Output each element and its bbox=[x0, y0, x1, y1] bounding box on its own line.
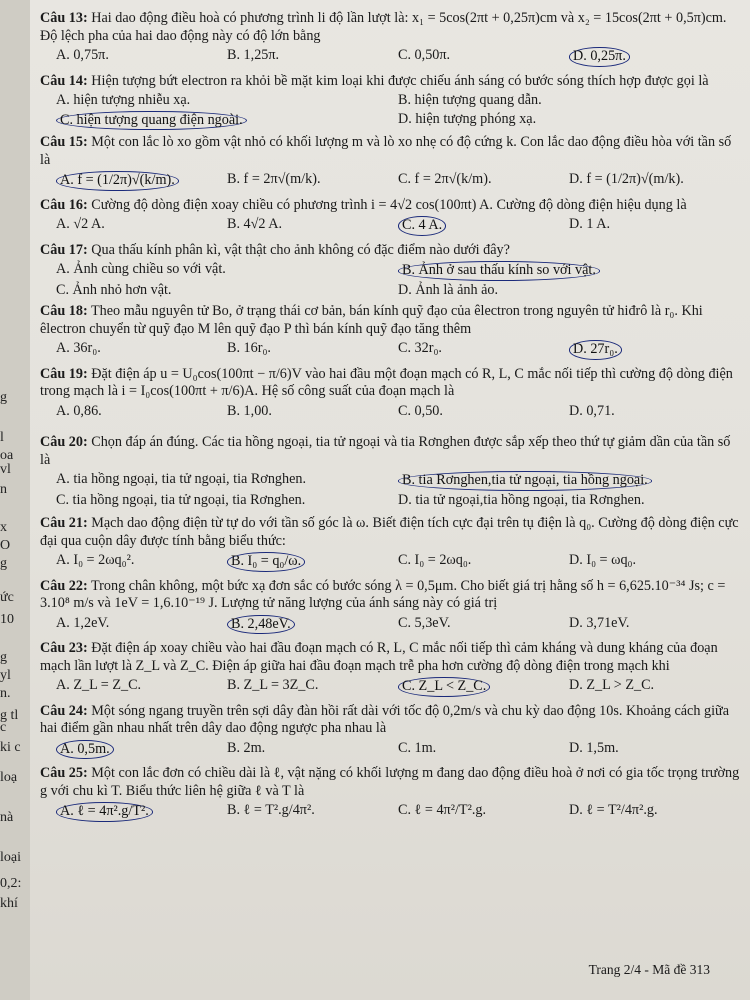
option-text: C. Z_L < Z_C. bbox=[402, 678, 487, 694]
option-text: B. tia Rơnghen,tia tử ngoại, tia hồng ngoại. bbox=[402, 472, 648, 488]
margin-scrap-text: g bbox=[0, 390, 7, 405]
question-number: Câu 15: bbox=[40, 134, 88, 150]
answer-option[interactable] bbox=[227, 677, 398, 697]
option-text: A. hiện tượng nhiễu xạ. bbox=[56, 92, 191, 108]
option-text: A. f = (1/2π)√(k/m). bbox=[60, 172, 175, 188]
answer-option[interactable] bbox=[398, 92, 740, 110]
option-text: C. 0,50π. bbox=[398, 47, 451, 63]
answer-option[interactable] bbox=[398, 47, 569, 67]
option-text: A. 36r₀. bbox=[56, 340, 101, 356]
answer-option[interactable] bbox=[56, 615, 227, 635]
answer-option[interactable] bbox=[227, 216, 398, 236]
question-text: Đặt điện áp xoay chiều vào hai đầu đoạn mạch có R, L, C mắc nối tiếp thì cảm kháng và dung kháng của đoạn mạch lần lượt là Z_L và Z_C. Điện áp giữa hai đầu đoạn mạch trễ pha hơn cường độ dòng điện trong mạch khi bbox=[40, 640, 718, 674]
question-text: Hai dao động điều hoà có phương trình li độ lần lượt là: x₁ = 5cos(2πt + 0,25π)cm và x₂ = 15cos(2πt + 0,5π)cm. Độ lệch pha của hai dao động này có độ lớn bằng bbox=[40, 10, 727, 44]
option-text: D. I₀ = ωq₀. bbox=[569, 552, 637, 568]
circled-answer-mark bbox=[56, 802, 153, 822]
margin-scrap-text: x bbox=[0, 520, 7, 535]
question-q19 bbox=[40, 366, 740, 421]
answer-option[interactable] bbox=[569, 677, 740, 697]
option-text: A. Z_L = Z_C. bbox=[56, 677, 142, 693]
option-text: B. Ảnh ở sau thấu kính so với vật. bbox=[402, 262, 596, 278]
option-text: C. 5,3eV. bbox=[398, 614, 451, 631]
question-text: Chọn đáp án đúng. Các tia hồng ngoại, tia tử ngoại và tia Rơnghen được sắp xếp theo thứ tự giảm dần của tần số là bbox=[40, 434, 731, 468]
answer-option[interactable] bbox=[56, 282, 398, 300]
answer-option[interactable] bbox=[398, 677, 569, 697]
question-number: Câu 19: bbox=[40, 365, 88, 382]
margin-scrap-text: ki c bbox=[0, 740, 21, 755]
question-q20 bbox=[40, 434, 740, 509]
option-text: C. f = 2π√(k/m). bbox=[398, 171, 492, 187]
circled-answer-mark bbox=[56, 740, 114, 760]
question-number: Câu 18: bbox=[40, 303, 88, 319]
answer-option[interactable] bbox=[398, 471, 740, 491]
option-text: A. Ảnh cùng chiều so với vật. bbox=[56, 261, 226, 277]
question-number: Câu 22: bbox=[40, 577, 88, 594]
answer-option[interactable] bbox=[569, 340, 740, 360]
option-text: B. 1,00. bbox=[227, 402, 272, 419]
answer-option[interactable] bbox=[56, 740, 227, 760]
answer-option[interactable] bbox=[227, 340, 398, 360]
circled-answer-mark bbox=[569, 47, 630, 67]
margin-scrap-text: yl bbox=[0, 668, 11, 683]
answer-option[interactable] bbox=[227, 403, 398, 421]
answer-option[interactable] bbox=[398, 403, 569, 421]
answer-option[interactable] bbox=[569, 47, 740, 67]
answer-option[interactable] bbox=[569, 615, 740, 635]
option-text: B. I₀ = q₀/ω. bbox=[231, 553, 302, 569]
answer-option[interactable] bbox=[569, 171, 740, 191]
option-text: B. Z_L = 3Z_C. bbox=[227, 677, 319, 693]
option-text: C. I₀ = 2ωq₀. bbox=[398, 552, 472, 568]
option-text: C. ℓ = 4π²/T².g. bbox=[398, 802, 487, 818]
answer-option[interactable] bbox=[398, 615, 569, 635]
question-q23 bbox=[40, 640, 740, 697]
margin-scrap-text: g tl bbox=[0, 708, 19, 723]
margin-scrap-text: khí bbox=[0, 896, 18, 911]
option-text: C. Ảnh nhỏ hơn vật. bbox=[56, 281, 172, 298]
answer-option[interactable] bbox=[56, 677, 227, 697]
answer-option[interactable] bbox=[56, 111, 398, 131]
margin-scrap-text: n bbox=[0, 482, 7, 497]
question-text: Đặt điện áp u = U₀cos(100πt − π/6)V vào hai đầu một đoạn mạch có R, L, C mắc nối tiếp thì cường độ dòng điện trong mạch là i = I₀cos(100πt + π/6)A. Hệ số công suất của đoạn mạch là bbox=[40, 365, 733, 399]
option-text: D. 1 A. bbox=[569, 216, 610, 232]
question-q25 bbox=[40, 765, 740, 822]
answer-option[interactable] bbox=[569, 216, 740, 236]
margin-scrap-text: l bbox=[0, 430, 4, 445]
option-text: C. 4 A. bbox=[402, 217, 443, 233]
question-number: Câu 16: bbox=[40, 196, 88, 213]
page-footer: Trang 2/4 - Mã đề 313 bbox=[588, 962, 710, 977]
question-q17 bbox=[40, 242, 740, 300]
margin-scrap-text: 0,2: bbox=[0, 876, 22, 891]
circled-answer-mark bbox=[398, 216, 446, 236]
option-text: D. 0,25π. bbox=[573, 48, 626, 64]
question-q22 bbox=[40, 578, 740, 635]
margin-scrap-text: n. bbox=[0, 686, 11, 701]
option-text: D. 27r₀. bbox=[573, 341, 618, 357]
option-text: C. 32r₀. bbox=[398, 340, 442, 356]
option-text: A. 1,2eV. bbox=[56, 614, 110, 631]
question-number: Câu 14: bbox=[40, 72, 88, 89]
answer-option[interactable] bbox=[398, 740, 569, 760]
question-text: Một con lắc đơn có chiều dài là ℓ, vật nặng có khối lượng m đang dao động điều hoà ở nơi có gia tốc trọng trường g với chu kì T. Biểu thức liên hệ giữa ℓ và T là bbox=[40, 765, 740, 799]
answer-option[interactable] bbox=[56, 340, 227, 360]
option-text: D. 3,71eV. bbox=[569, 614, 630, 631]
question-text: Trong chân không, một bức xạ đơn sắc có bước sóng λ = 0,5μm. Cho biết giá trị hằng số h = 6,625.10⁻³⁴ Js; c = 3.10⁸ m/s và 1eV = 1,6.10⁻¹⁹ J. Lượng tử năng lượng của ánh sáng này có giá trị bbox=[40, 577, 726, 611]
answer-option[interactable] bbox=[398, 216, 569, 236]
answer-option[interactable] bbox=[227, 552, 398, 572]
option-text: A. 0,86. bbox=[56, 402, 102, 419]
question-q15 bbox=[40, 134, 740, 191]
margin-scrap-text: nà bbox=[0, 810, 14, 825]
circled-answer-mark bbox=[227, 552, 305, 572]
question-text: Một sóng ngang truyền trên sợi dây đàn hồi rất dài với tốc độ 0,2m/s và chu kỳ dao động 10s. Khoảng cách giữa hai điểm gần nhau nhất trên dây dao động ngược pha nhau là bbox=[40, 702, 730, 736]
answer-option[interactable] bbox=[398, 261, 740, 281]
answer-option[interactable] bbox=[56, 261, 398, 281]
circled-answer-mark bbox=[398, 471, 652, 491]
answer-option[interactable] bbox=[56, 403, 227, 421]
margin-scrap-text: vl bbox=[0, 462, 11, 477]
answer-option[interactable] bbox=[56, 92, 398, 110]
answer-option[interactable] bbox=[227, 802, 398, 822]
option-text: D. tia tử ngoại,tia hồng ngoại, tia Rơnghen. bbox=[398, 491, 645, 508]
option-text: A. ℓ = 4π².g/T². bbox=[60, 803, 149, 819]
option-text: C. 0,50. bbox=[398, 402, 443, 419]
option-text: B. f = 2π√(m/k). bbox=[227, 171, 321, 187]
answer-option[interactable] bbox=[227, 740, 398, 760]
margin-scrap-text: g bbox=[0, 556, 7, 571]
question-number: Câu 23: bbox=[40, 640, 88, 656]
option-text: D. 1,5m. bbox=[569, 739, 619, 756]
question-text: Cường độ dòng điện xoay chiều có phương trình i = 4√2 cos(100πt) A. Cường độ dòng điện hiệu dụng là bbox=[91, 196, 687, 213]
option-text: A. tia hồng ngoại, tia tử ngoại, tia Rơnghen. bbox=[56, 471, 307, 487]
option-text: D. Ảnh là ảnh ảo. bbox=[398, 281, 499, 298]
question-number: Câu 17: bbox=[40, 241, 88, 258]
margin-scrap-text: loại bbox=[0, 850, 21, 865]
question-number: Câu 21: bbox=[40, 515, 88, 531]
circled-answer-mark bbox=[569, 340, 622, 360]
question-text: Qua thấu kính phân kì, vật thật cho ảnh không có đặc điểm nào dưới đây? bbox=[91, 241, 510, 258]
option-text: D. Z_L > Z_C. bbox=[569, 677, 655, 693]
circled-answer-mark bbox=[398, 677, 490, 697]
question-number: Câu 24: bbox=[40, 702, 88, 719]
question-list bbox=[40, 6, 740, 825]
answer-option[interactable] bbox=[398, 802, 569, 822]
answer-option[interactable] bbox=[398, 552, 569, 572]
answer-option[interactable] bbox=[398, 340, 569, 360]
question-q16 bbox=[40, 197, 740, 236]
question-number: Câu 13: bbox=[40, 10, 88, 26]
answer-option[interactable] bbox=[56, 47, 227, 67]
option-text: C. tia hồng ngoại, tia tử ngoại, tia Rơnghen. bbox=[56, 491, 306, 508]
question-text: Một con lắc lò xo gồm vật nhỏ có khối lượng m và lò xo nhẹ có độ cứng k. Con lắc dao động điều hòa với tần số là bbox=[40, 134, 732, 168]
option-text: D. hiện tượng phóng xạ. bbox=[398, 110, 537, 127]
margin-scrap-text: c bbox=[0, 720, 7, 735]
question-q14 bbox=[40, 73, 740, 131]
answer-option[interactable] bbox=[227, 615, 398, 635]
answer-option[interactable] bbox=[227, 171, 398, 191]
option-text: A. 0,5m. bbox=[60, 740, 110, 757]
answer-option[interactable] bbox=[56, 216, 227, 236]
option-text: B. 1,25π. bbox=[227, 47, 280, 63]
option-text: C. hiện tượng quang điện ngoài. bbox=[60, 111, 243, 128]
answer-option[interactable] bbox=[569, 802, 740, 822]
margin-scrap-text: g bbox=[0, 650, 7, 665]
question-q21 bbox=[40, 515, 740, 572]
option-text: A. 0,75π. bbox=[56, 47, 109, 63]
option-text: D. f = (1/2π)√(m/k). bbox=[569, 171, 684, 187]
answer-option[interactable] bbox=[56, 171, 227, 191]
answer-option[interactable] bbox=[56, 552, 227, 572]
answer-option[interactable] bbox=[569, 403, 740, 421]
question-q18 bbox=[40, 303, 740, 360]
option-text: A. I₀ = 2ωq₀². bbox=[56, 552, 135, 568]
margin-scrap-text: O bbox=[0, 538, 11, 553]
option-text: C. 1m. bbox=[398, 739, 437, 756]
circled-answer-mark bbox=[227, 615, 295, 635]
option-text: B. 16r₀. bbox=[227, 340, 271, 356]
question-number: Câu 25: bbox=[40, 765, 88, 781]
option-text: B. 2,48eV. bbox=[231, 615, 291, 632]
margin-scrap-text: oa bbox=[0, 448, 14, 463]
answer-option[interactable] bbox=[398, 492, 740, 510]
circled-answer-mark bbox=[398, 261, 600, 281]
margin-scrap-text: loạ bbox=[0, 770, 18, 785]
option-text: B. ℓ = T².g/4π². bbox=[227, 802, 315, 818]
margin-scrap-text: ức bbox=[0, 590, 14, 605]
answer-option[interactable] bbox=[398, 111, 740, 131]
option-text: B. hiện tượng quang dẫn. bbox=[398, 92, 542, 108]
answer-option[interactable] bbox=[569, 740, 740, 760]
question-q13 bbox=[40, 10, 740, 67]
option-text: B. 4√2 A. bbox=[227, 216, 283, 232]
answer-option[interactable] bbox=[227, 47, 398, 67]
option-text: B. 2m. bbox=[227, 739, 266, 756]
margin-scrap-text: 10 bbox=[0, 612, 14, 627]
circled-answer-mark bbox=[56, 171, 179, 191]
answer-option[interactable] bbox=[569, 552, 740, 572]
question-number: Câu 20: bbox=[40, 434, 88, 450]
answer-option[interactable] bbox=[56, 802, 227, 822]
question-text: Mạch dao động điện từ tự do với tần số góc là ω. Biết điện tích cực đại trên tụ điện là q₀. Cường độ dòng điện cực đại qua cuộn dây được tính bằng biểu thức: bbox=[40, 515, 739, 549]
answer-option[interactable] bbox=[56, 471, 398, 491]
answer-option[interactable] bbox=[56, 492, 398, 510]
answer-option[interactable] bbox=[398, 282, 740, 300]
circled-answer-mark bbox=[56, 111, 247, 131]
option-text: D. 0,71. bbox=[569, 402, 615, 419]
question-text: Theo mẫu nguyên tử Bo, ở trạng thái cơ bản, bán kính quỹ đạo của êlectron trong nguyên tử hiđrô là r₀. Khi êlectron chuyển từ quỹ đạo M lên quỹ đạo P thì bán kính quỹ đạo tăng thêm bbox=[40, 303, 703, 337]
option-text: D. ℓ = T²/4π².g. bbox=[569, 802, 658, 818]
option-text: A. √2 A. bbox=[56, 216, 105, 232]
question-q24 bbox=[40, 703, 740, 760]
answer-option[interactable] bbox=[398, 171, 569, 191]
question-text: Hiện tượng bứt electron ra khỏi bề mặt kim loại khi được chiếu ánh sáng có bước sóng thích hợp được gọi là bbox=[91, 72, 709, 89]
